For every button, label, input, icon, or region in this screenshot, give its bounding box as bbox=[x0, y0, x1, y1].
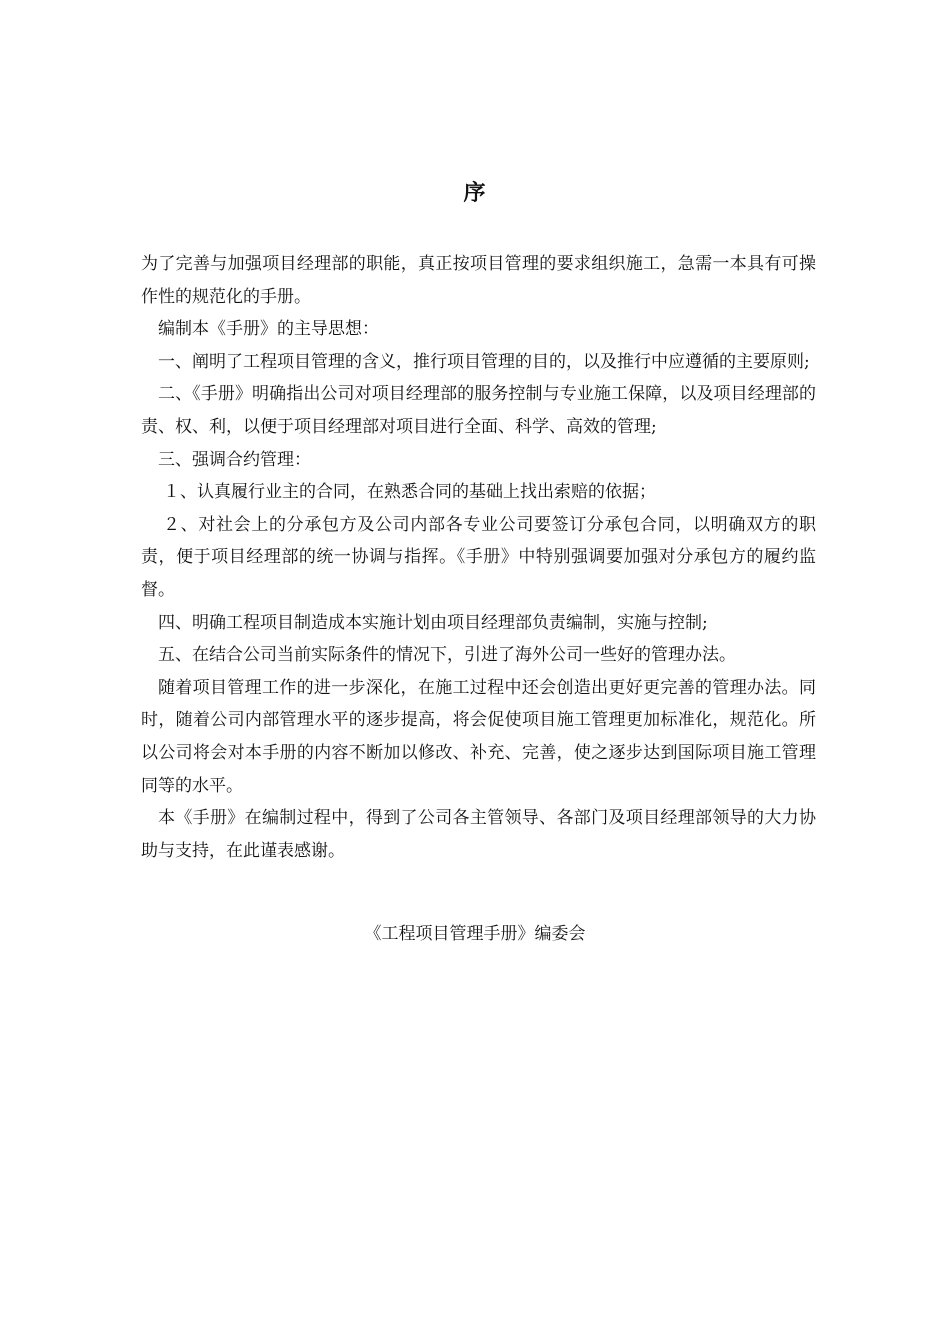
paragraph-subitem-one: １、认真履行业主的合同，在熟悉合同的基础上找出索赔的依据； bbox=[163, 482, 656, 503]
paragraph-item-three: 三、强调合约管理： bbox=[158, 449, 311, 470]
paragraph-outlook: 随着项目管理工作的进一步深化，在施工过程中还会创造出更好更完善的管理办法。同时，随着公司内部管理水平的逐步提高，将会促使项目施工管理更加标准化，规范化。所以公司将会对本手册的内容不断加以修改、补充、完善，使之逐步达到国际项目施工管理同等的水平。 bbox=[141, 677, 816, 796]
paragraph-item-two: 二、《手册》明确指出公司对项目经理部的服务控制与专业施工保障，以及项目经理部的责、权、利，以便于项目经理部对项目进行全面、科学、高效的管理; bbox=[141, 384, 816, 437]
paragraph-item-five: 五、在结合公司当前实际条件的情况下，引进了海外公司一些好的管理办法。 bbox=[158, 645, 736, 666]
page-title: 序 bbox=[463, 180, 487, 206]
paragraph-intro: 为了完善与加强项目经理部的职能，真正按项目管理的要求组织施工，急需一本具有可操作性的规范化的手册。 bbox=[141, 254, 816, 307]
signature: 《工程项目管理手册》编委会 bbox=[364, 924, 586, 944]
paragraph-item-four: 四、明确工程项目制造成本实施计划由项目经理部负责编制，实施与控制; bbox=[158, 612, 708, 633]
paragraph-item-one: 一、阐明了工程项目管理的含义，推行项目管理的目的，以及推行中应遵循的主要原则; bbox=[158, 351, 810, 372]
paragraph-subitem-two: ２、对社会上的分承包方及公司内部各专业公司要签订分承包合同，以明确双方的职责，便于项目经理部的统一协调与指挥。《手册》中特别强调要加强对分承包方的履约监督。 bbox=[141, 514, 816, 600]
document-body bbox=[141, 248, 816, 867]
paragraph-guiding-thoughts: 编制本《手册》的主导思想： bbox=[158, 319, 379, 340]
paragraph-acknowledgement: 本《手册》在编制过程中，得到了公司各主管领导、各部门及项目经理部领导的大力协助与支持，在此谨表感谢。 bbox=[141, 808, 816, 861]
